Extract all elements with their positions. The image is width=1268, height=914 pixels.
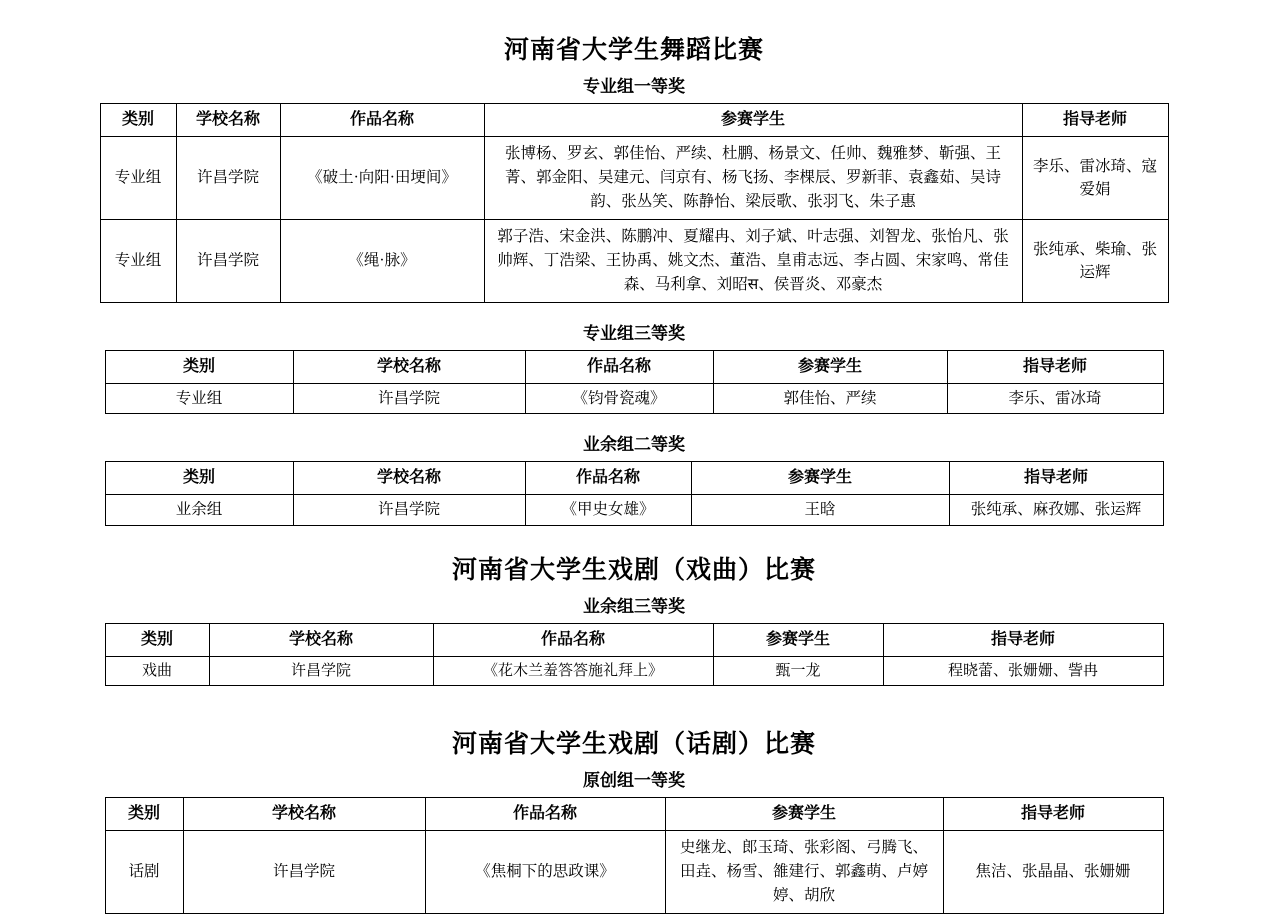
table-dance-pro-third xyxy=(105,350,1164,414)
cell-teacher: 程晓蕾、张姗姗、訾冉 xyxy=(883,656,1163,686)
cell-students: 史继龙、郎玉琦、张彩阁、弓腾飞、田垚、杨雪、雒建行、郭鑫萌、卢婷婷、胡欣 xyxy=(665,831,943,914)
column-header-work: 作品名称 xyxy=(525,462,691,495)
column-header-work: 作品名称 xyxy=(433,623,713,656)
cell-category: 专业组 xyxy=(100,220,176,303)
cell-category: 业余组 xyxy=(105,495,293,525)
page-title-dance: 河南省大学生舞蹈比赛 xyxy=(503,37,764,64)
column-header-students: 参赛学生 xyxy=(713,623,883,656)
column-header-category: 类别 xyxy=(105,462,293,495)
table-row xyxy=(105,495,1163,525)
cell-school: 许昌学院 xyxy=(176,220,280,303)
column-header-school: 学校名称 xyxy=(209,623,433,656)
cell-work: 《绳·脉》 xyxy=(280,220,484,303)
column-header-work: 作品名称 xyxy=(425,798,665,831)
section-title-dance-pro-first: 专业组一等奖 xyxy=(583,77,685,96)
cell-students: 王晗 xyxy=(691,495,949,525)
table-header-row xyxy=(100,104,1168,137)
table-drama-original-first xyxy=(105,797,1164,914)
cell-students: 张博杨、罗玄、郭佳怡、严续、杜鹏、杨景文、任帅、魏雅梦、靳强、王菁、郭金阳、吴建元、闫京有、杨飞扬、李棵辰、罗新菲、袁鑫茹、吴诗韵、张丛笑、陈静怡、梁辰歌、张羽飞、朱子惠 xyxy=(484,137,1022,220)
cell-teacher: 李乐、雷冰琦 xyxy=(947,384,1163,414)
page-title-opera: 河南省大学生戏剧（戏曲）比赛 xyxy=(451,556,816,584)
table-row xyxy=(100,137,1168,220)
column-header-teacher: 指导老师 xyxy=(943,798,1163,831)
column-header-students: 参赛学生 xyxy=(665,798,943,831)
cell-school: 许昌学院 xyxy=(176,137,280,220)
cell-category: 话剧 xyxy=(105,831,183,914)
column-header-work: 作品名称 xyxy=(280,104,484,137)
cell-work: 《破土·向阳·田埂间》 xyxy=(280,137,484,220)
column-header-teacher: 指导老师 xyxy=(883,623,1163,656)
page-title-drama: 河南省大学生戏剧（话剧）比赛 xyxy=(451,731,816,759)
cell-teacher: 张纯承、柴瑜、张运辉 xyxy=(1022,220,1168,303)
cell-students: 郭子浩、宋金洪、陈鹏冲、夏耀冉、刘子斌、叶志强、刘智龙、张怡凡、张帅辉、丁浩梁、王协禹、姚文杰、董浩、皇甫志远、李占圆、宋家鸣、常佳森、马利拿、刘昭स、侯晋炎、邓豪杰 xyxy=(484,220,1022,303)
column-header-category: 类别 xyxy=(105,798,183,831)
column-header-teacher: 指导老师 xyxy=(949,462,1163,495)
column-header-school: 学校名称 xyxy=(293,462,525,495)
table-dance-amateur-second xyxy=(105,461,1164,525)
column-header-teacher: 指导老师 xyxy=(947,351,1163,384)
section-title-drama-original-first: 原创组一等奖 xyxy=(583,771,685,791)
table-header-row xyxy=(105,351,1163,384)
column-header-school: 学校名称 xyxy=(293,351,525,384)
cell-work: 《焦桐下的思政课》 xyxy=(425,831,665,914)
cell-category: 专业组 xyxy=(100,137,176,220)
column-header-teacher: 指导老师 xyxy=(1022,104,1168,137)
column-header-students: 参赛学生 xyxy=(691,462,949,495)
table-dance-pro-first xyxy=(100,103,1169,303)
cell-students: 郭佳怡、严续 xyxy=(713,384,947,414)
cell-category: 专业组 xyxy=(105,384,293,414)
cell-teacher: 焦洁、张晶晶、张姗姗 xyxy=(943,831,1163,914)
column-header-category: 类别 xyxy=(100,104,176,137)
table-row xyxy=(105,384,1163,414)
column-header-students: 参赛学生 xyxy=(484,104,1022,137)
cell-work: 《甲史女雄》 xyxy=(525,495,691,525)
cell-school: 许昌学院 xyxy=(209,656,433,686)
cell-teacher: 张纯承、麻孜娜、张运辉 xyxy=(949,495,1163,525)
cell-students: 甄一龙 xyxy=(713,656,883,686)
cell-school: 许昌学院 xyxy=(183,831,425,914)
table-row xyxy=(100,220,1168,303)
section-title-opera-amateur-third: 业余组三等奖 xyxy=(583,596,685,616)
section-title-dance-amateur-second: 业余组二等奖 xyxy=(583,435,685,455)
cell-school: 许昌学院 xyxy=(293,384,525,414)
cell-teacher: 李乐、雷冰琦、寇爱娟 xyxy=(1022,137,1168,220)
column-header-students: 参赛学生 xyxy=(713,351,947,384)
table-row xyxy=(105,831,1163,914)
cell-work: 《花木兰羞答答施礼拜上》 xyxy=(433,656,713,686)
column-header-school: 学校名称 xyxy=(183,798,425,831)
table-opera-amateur-third xyxy=(105,623,1164,687)
section-title-dance-pro-third: 专业组三等奖 xyxy=(583,324,685,344)
table-header-row xyxy=(105,462,1163,495)
table-header-row xyxy=(105,798,1163,831)
column-header-category: 类别 xyxy=(105,623,209,656)
table-row xyxy=(105,656,1163,686)
column-header-work: 作品名称 xyxy=(525,351,713,384)
column-header-school: 学校名称 xyxy=(176,104,280,137)
cell-school: 许昌学院 xyxy=(293,495,525,525)
table-header-row xyxy=(105,623,1163,656)
cell-category: 戏曲 xyxy=(105,656,209,686)
cell-work: 《钧骨瓷魂》 xyxy=(525,384,713,414)
column-header-category: 类别 xyxy=(105,351,293,384)
